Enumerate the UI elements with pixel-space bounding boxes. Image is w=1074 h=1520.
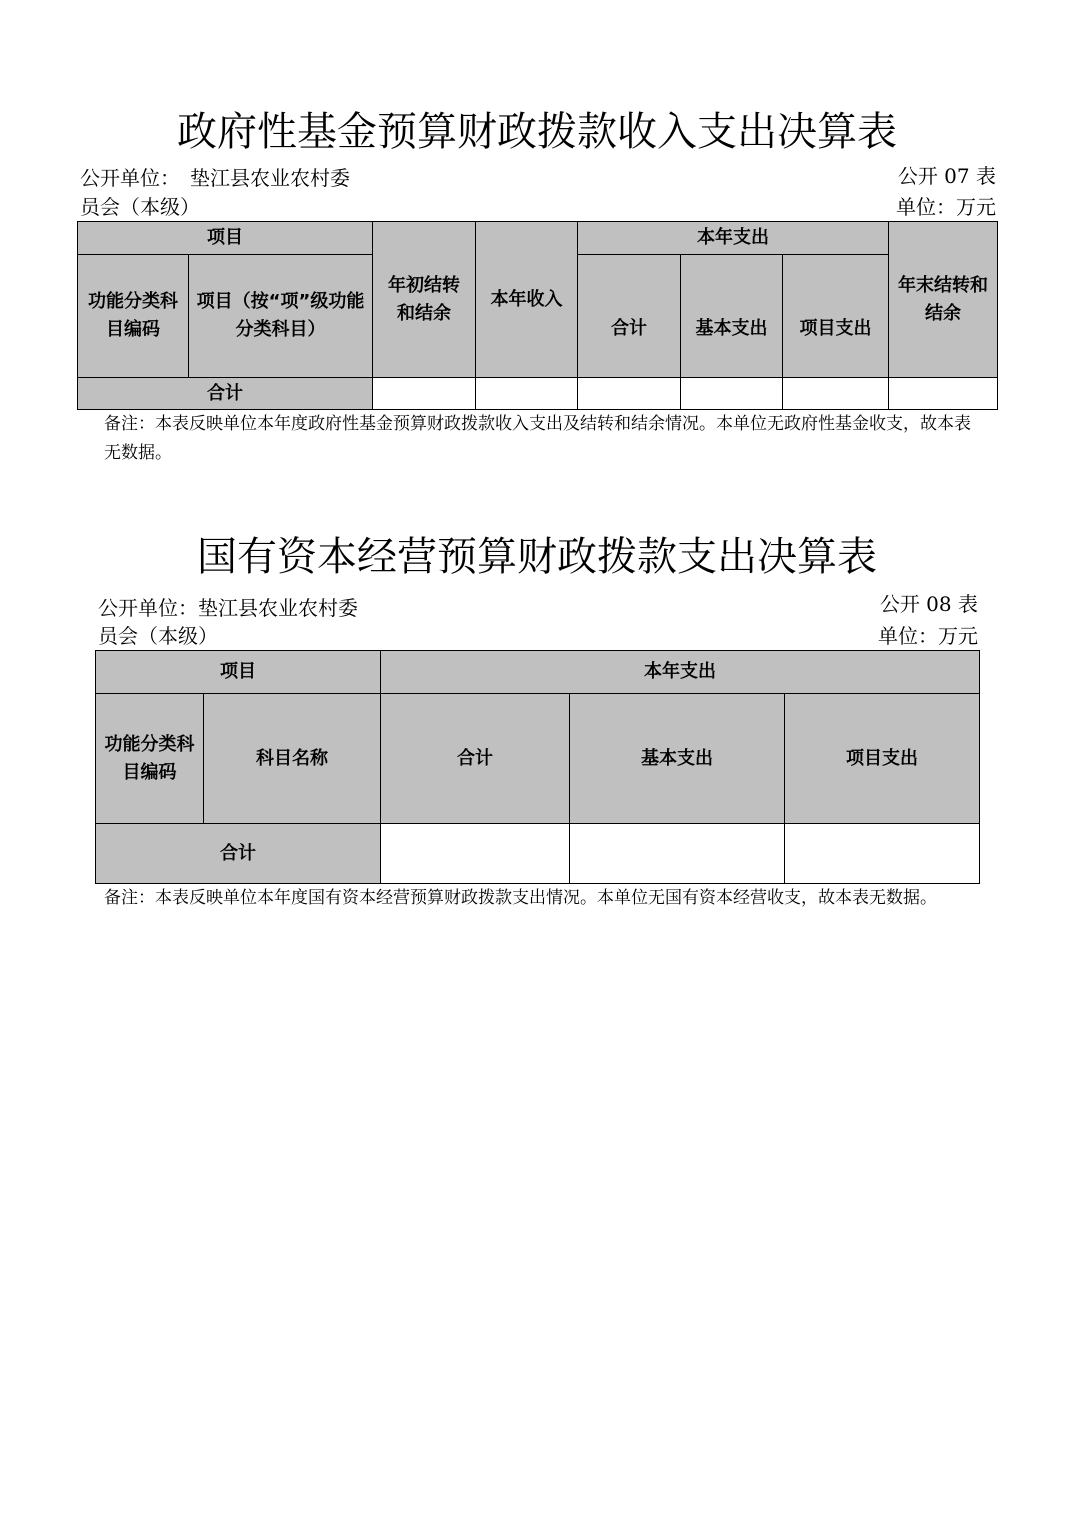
table2-currency: 单位：万元 bbox=[878, 624, 978, 648]
table2-note: 备注：本表反映单位本年度国有资本经营预算财政拨款支出情况。本单位无国有资本经营收支，故本表无数据。 bbox=[104, 888, 937, 908]
table1-header-basic: 基本支出 bbox=[680, 254, 783, 378]
table1-header-total: 合计 bbox=[577, 254, 681, 378]
table2-total-basic bbox=[569, 823, 785, 884]
table1-unit-line1 bbox=[80, 164, 350, 192]
table1-header-begin-balance: 年初结转和结余 bbox=[372, 221, 476, 378]
table2-total-label: 合计 bbox=[95, 823, 381, 884]
table2-unit-line1 bbox=[98, 594, 358, 622]
table1-currency: 单位：万元 bbox=[896, 195, 996, 219]
table2-total-project bbox=[784, 823, 980, 884]
table2-table-no: 公开 08 表 bbox=[879, 592, 978, 616]
table1-header-expense: 本年支出 bbox=[577, 221, 889, 255]
table1-unit-name: 垫江县农业农村委 bbox=[190, 166, 350, 190]
table2-header-code: 功能分类科目编码 bbox=[95, 693, 204, 824]
table1-total-label: 合计 bbox=[77, 377, 373, 410]
table1-unit-line2: 员会（本级） bbox=[80, 195, 200, 219]
table2-title: 国有资本经营预算财政拨款支出决算表 bbox=[197, 534, 877, 580]
table2-unit-line2: 员会（本级） bbox=[98, 624, 218, 648]
table2-unit-label: 公开单位： bbox=[98, 596, 198, 620]
table1-header-item-name: 项目（按“项”级功能分类科目） bbox=[188, 254, 373, 378]
table1-total-expense-total bbox=[577, 377, 681, 410]
table1-table-no: 公开 07 表 bbox=[897, 164, 996, 188]
table2-header-expense: 本年支出 bbox=[380, 650, 980, 694]
table2-total-expense-total bbox=[380, 823, 570, 884]
table1-total-income bbox=[475, 377, 578, 410]
table2-header-basic: 基本支出 bbox=[569, 693, 785, 824]
table1-title: 政府性基金预算财政拨款收入支出决算表 bbox=[177, 109, 897, 155]
table1-header-project: 项目支出 bbox=[782, 254, 889, 378]
table2-header-item: 项目 bbox=[95, 650, 381, 694]
table2-header-project: 项目支出 bbox=[784, 693, 980, 824]
table2-header-subject-name: 科目名称 bbox=[203, 693, 381, 824]
table1-total-project bbox=[782, 377, 889, 410]
table1-total-basic bbox=[680, 377, 783, 410]
table1-header-item: 项目 bbox=[77, 221, 373, 255]
table1-total-end-balance bbox=[888, 377, 998, 410]
table1-header-end-balance: 年末结转和结余 bbox=[888, 221, 998, 378]
table1-unit-label: 公开单位： bbox=[80, 166, 180, 190]
table1-total-begin-balance bbox=[372, 377, 476, 410]
table1-header-income: 本年收入 bbox=[475, 221, 578, 378]
table1-header-code: 功能分类科目编码 bbox=[77, 254, 189, 378]
table1-note: 备注：本表反映单位本年度政府性基金预算财政拨款收入支出及结转和结余情况。本单位无政府性基金收支，故本表无数据。 bbox=[104, 414, 971, 463]
table2-unit-name: 垫江县农业农村委 bbox=[198, 596, 358, 620]
table2-header-total: 合计 bbox=[380, 693, 570, 824]
